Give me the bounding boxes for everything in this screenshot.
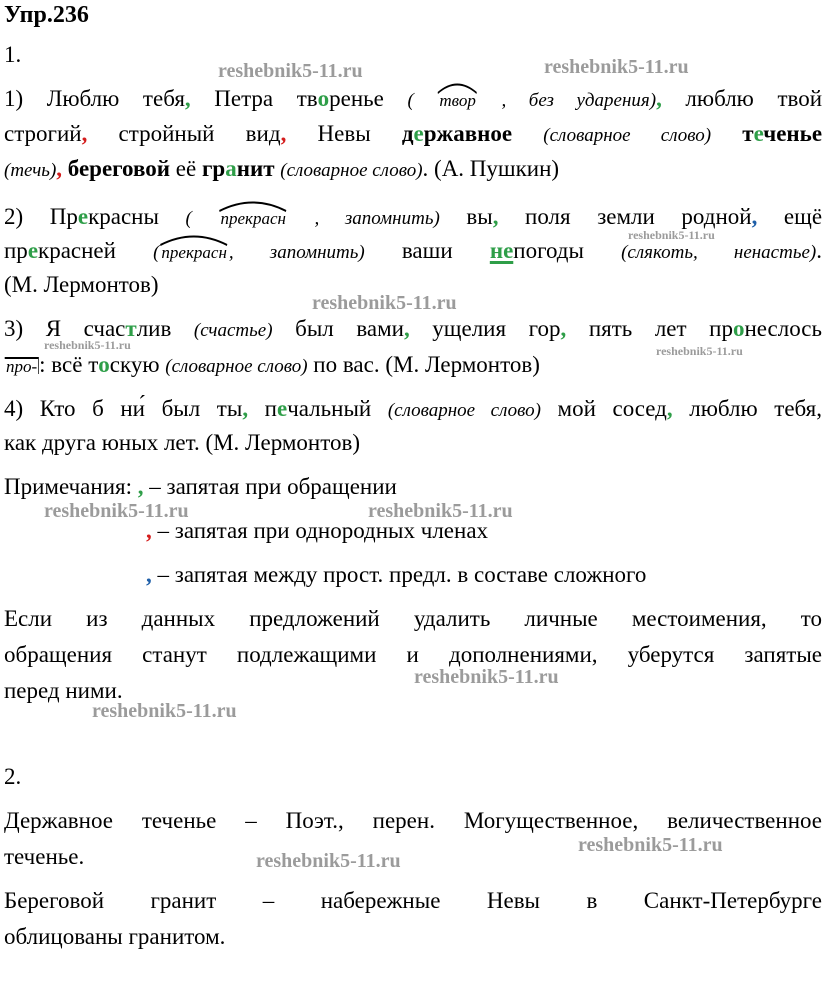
text-span: неслось: [744, 316, 822, 341]
vowel-highlight: о: [98, 352, 110, 377]
text-span: ченье: [763, 121, 822, 146]
text-span: люблю твой: [661, 86, 822, 111]
root-mark: [437, 86, 477, 116]
text-span: Петра тв: [190, 86, 318, 111]
vowel-highlight: е: [413, 121, 424, 146]
exercise-title: Упр.236: [4, 2, 89, 28]
watermark: reshebnik5-11.ru: [92, 700, 237, 722]
note-text: (счастье): [193, 320, 273, 341]
text-line-2: [4, 119, 822, 151]
bold-word: [402, 121, 512, 146]
paragraph-3-line-1: Береговой гранит – набережные Невы в Санкт-Петербурге: [4, 888, 822, 913]
vowel-highlight: е: [27, 238, 39, 263]
watermark: reshebnik5-11.ru: [578, 834, 723, 856]
text-span: красней: [38, 238, 116, 263]
watermark: reshebnik5-11.ru: [44, 500, 189, 522]
text-span: пр: [4, 238, 28, 263]
note-open: (: [185, 208, 192, 229]
comma-homogeneous: ,: [56, 156, 63, 181]
text-span: : всё т: [39, 352, 99, 377]
text-span: ущелия гор: [409, 316, 561, 341]
paragraph-1-line-2: обращения станут подлежащими и дополнениями, уберутся запятые: [4, 642, 822, 667]
text-span: Невы: [286, 121, 402, 146]
text-span: лив: [136, 316, 172, 341]
comma-address: ,: [242, 396, 249, 421]
text-line-3: [4, 154, 822, 186]
notes-line-3: [146, 560, 822, 590]
paragraph-2-line-2: теченье.: [4, 844, 85, 869]
text-span: погоды: [513, 238, 584, 263]
notes-text: – запятая при однородных членах: [151, 518, 489, 543]
notes-text: – запятая при обращении: [143, 474, 397, 499]
legend-comma-complex: ,: [146, 562, 152, 587]
comma-address: ,: [403, 316, 410, 341]
watermark: reshebnik5-11.ru: [544, 56, 689, 78]
comma-address: ,: [492, 204, 499, 229]
legend-comma-homogeneous: ,: [146, 518, 152, 543]
note-text: (течь): [4, 160, 57, 181]
vowel-highlight: а: [225, 156, 237, 181]
note-text: (словарное слово): [280, 160, 423, 181]
text-span: скую: [109, 352, 160, 377]
root-mark: [218, 204, 287, 234]
text-span: поля земли родной: [498, 204, 752, 229]
bold-word: [742, 121, 822, 146]
text-span: . (А. Пушкин): [422, 156, 560, 181]
note-text: , запомнить): [314, 208, 440, 229]
text-span: гр: [201, 156, 226, 181]
note-text: (словарное слово): [387, 400, 541, 421]
root-text: прекрасн: [220, 209, 286, 228]
text-span: 4) Кто б ни́ был ты: [4, 396, 243, 421]
prefix-text: про-: [6, 357, 38, 376]
root-arc-icon: [218, 200, 287, 212]
root-mark: [159, 238, 228, 268]
root-text: прекрасн: [161, 243, 227, 262]
text-span: ваши: [401, 238, 490, 263]
text-span: ещё: [757, 204, 822, 229]
vowel-highlight: о: [317, 86, 330, 111]
prefix-bracket-icon: [4, 356, 39, 376]
paragraph-3-line-2: облицованы гранитом.: [4, 924, 226, 949]
consonant-highlight: т: [125, 316, 137, 341]
note-text: , без ударения): [501, 90, 657, 111]
text-span: нит: [236, 156, 275, 181]
notes-line-1: [4, 472, 822, 502]
vowel-highlight: е: [753, 121, 764, 146]
note-open: (: [153, 242, 160, 263]
note-text: (слякоть, ненастье): [621, 242, 817, 263]
legend-comma-address: ,: [137, 474, 144, 499]
comma-address: ,: [560, 316, 567, 341]
text-span: .: [816, 238, 822, 263]
text-line-1: [4, 84, 822, 116]
notes-label: Примечания:: [4, 474, 138, 499]
watermark: reshebnik5-11.ru: [44, 338, 131, 352]
text-span: люблю тебя,: [672, 396, 822, 421]
text-span: т: [742, 121, 754, 146]
root-arc-icon: [159, 234, 228, 246]
text-span: вы: [439, 204, 493, 229]
root-arc-icon: [437, 82, 477, 94]
text-span: пять лет пр: [566, 316, 733, 341]
paragraph-2-line-1: Державное теченье – Поэт., перен. Могущественное, величественное: [4, 808, 822, 833]
section-number-1: 1.: [4, 42, 22, 67]
watermark: reshebnik5-11.ru: [656, 344, 743, 358]
text-span: п: [248, 396, 277, 421]
vowel-highlight: е: [77, 204, 89, 229]
text-span: 3) Я счас: [4, 316, 126, 341]
text-span: её: [170, 156, 202, 181]
note-text: (словарное слово): [165, 356, 308, 377]
watermark: reshebnik5-11.ru: [414, 666, 559, 688]
text-span: 1) Люблю тебя: [4, 86, 185, 111]
paragraph-1-line-3: перед ними.: [4, 678, 123, 703]
bold-word: береговой: [67, 156, 171, 181]
section-number-2: 2.: [4, 764, 22, 789]
vowel-highlight: е: [276, 396, 288, 421]
note-text: (словарное слово): [543, 125, 712, 146]
text-span: мой сосед: [540, 396, 667, 421]
text-span: чальный: [287, 396, 372, 421]
text-line-9: [4, 394, 822, 426]
text-span: строгий: [4, 121, 82, 146]
comma-address: ,: [656, 86, 662, 111]
prefix-underlined: не: [489, 238, 514, 263]
text-span: красны: [88, 204, 159, 229]
notes-text: – запятая между прост. предл. в составе сложного: [151, 562, 647, 587]
text-span: д: [401, 121, 414, 146]
watermark: reshebnik5-11.ru: [312, 292, 457, 314]
root-text: твор: [439, 91, 476, 110]
text-span: стройный вид: [87, 121, 281, 146]
comma-homogeneous: ,: [81, 121, 88, 146]
bold-word: [202, 156, 275, 181]
comma-homogeneous: ,: [280, 121, 287, 146]
text-span: ренье: [329, 86, 384, 111]
text-line-10: как друга юных лет. (М. Лермонтов): [4, 430, 360, 455]
watermark: reshebnik5-11.ru: [628, 228, 715, 242]
text-span: был вами: [272, 316, 404, 341]
comma-complex: ,: [751, 204, 758, 229]
comma-address: ,: [184, 86, 191, 111]
watermark: reshebnik5-11.ru: [218, 60, 363, 82]
vowel-highlight: о: [732, 316, 745, 341]
paragraph-1-line-1: Если из данных предложений удалить личные местоимения, то: [4, 606, 822, 631]
comma-address: ,: [666, 396, 673, 421]
prefix-mark: [4, 352, 39, 382]
watermark: reshebnik5-11.ru: [256, 850, 401, 872]
text-span: 2) Пр: [4, 204, 78, 229]
note-open: (: [407, 90, 414, 111]
note-text: , запомнить): [228, 242, 365, 263]
text-span: по вас. (М. Лермонтов): [307, 352, 540, 377]
watermark: reshebnik5-11.ru: [368, 500, 513, 522]
text-line-6: (М. Лермонтов): [4, 272, 159, 297]
text-span: ржавное: [423, 121, 513, 146]
